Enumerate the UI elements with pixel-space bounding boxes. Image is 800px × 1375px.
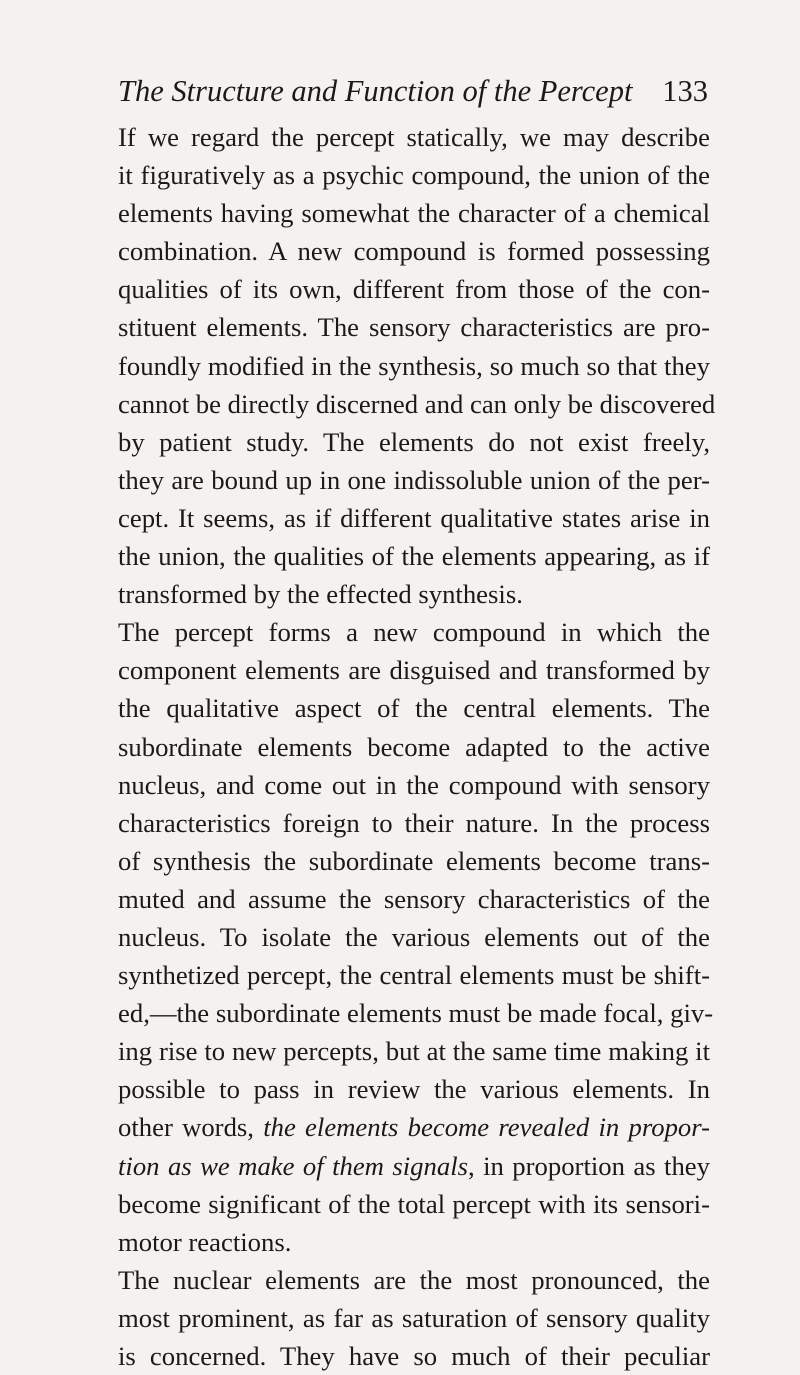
text-segment: the union, the qualities of the elements appearing, as if bbox=[118, 541, 710, 572]
text-segment: it figuratively as a psychic compound, the union of the bbox=[118, 160, 710, 191]
text-segment: The percept forms a new compound in which the bbox=[118, 617, 710, 648]
text-line bbox=[118, 461, 710, 499]
text-line bbox=[118, 385, 716, 423]
text-segment: cept. It seems, as if different qualitative states arise in bbox=[118, 502, 710, 533]
text-segment: by patient study. The elements do not exist freely, bbox=[118, 426, 710, 457]
text-segment: If we regard the percept statically, we may describe bbox=[118, 122, 710, 152]
text-line bbox=[118, 918, 710, 956]
text-segment: nucleus. To isolate the various elements out of the bbox=[118, 921, 710, 952]
text-line bbox=[118, 842, 710, 880]
text-line bbox=[118, 956, 710, 994]
text-line bbox=[118, 347, 710, 385]
text-segment: muted and assume the sensory characteristics of the bbox=[118, 883, 710, 914]
text-line bbox=[118, 613, 710, 651]
text-line bbox=[118, 766, 710, 804]
text-segment: subordinate elements become adapted to the active bbox=[118, 731, 710, 762]
text-line bbox=[118, 689, 710, 727]
page-number: 133 bbox=[662, 74, 708, 108]
text-segment: transformed by the effected synthesis. bbox=[118, 579, 523, 610]
text-line bbox=[118, 1032, 710, 1070]
text-segment: characteristics foreign to their nature. In the process bbox=[118, 807, 710, 838]
text-line bbox=[118, 651, 710, 689]
text-line bbox=[118, 270, 710, 308]
text-line bbox=[118, 1337, 710, 1375]
text-segment: the qualitative aspect of the central elements. The bbox=[118, 693, 710, 724]
text-segment: ing rise to new percepts, but at the same time making it bbox=[118, 1036, 710, 1067]
text-segment: ed,—the subordinate elements must be made focal, giv- bbox=[118, 998, 714, 1029]
text-line bbox=[118, 575, 710, 613]
text-line bbox=[118, 537, 710, 575]
text-segment: elements having somewhat the character of a chemical bbox=[118, 198, 710, 229]
text-segment: qualities of its own, different from those of the con- bbox=[118, 274, 710, 305]
text-line bbox=[118, 728, 710, 766]
text-segment: component elements are disguised and transformed by bbox=[118, 655, 710, 686]
page-header bbox=[0, 66, 800, 116]
text-line bbox=[118, 880, 710, 918]
text-line bbox=[118, 1261, 710, 1299]
text-segment: nucleus, and come out in the compound with sensory bbox=[118, 769, 710, 800]
italic-text: the elements become revealed in propor- bbox=[263, 1112, 710, 1143]
text-segment: foundly modified in the synthesis, so much so that they bbox=[118, 350, 710, 381]
text-segment: is concerned. They have so much of their peculiar bbox=[118, 1341, 710, 1371]
text-segment: , in proportion as they bbox=[468, 1150, 710, 1181]
italic-text: tion as we make of them signals bbox=[118, 1150, 469, 1181]
text-segment: of synthesis the subordinate elements become trans- bbox=[118, 845, 710, 876]
text-line bbox=[118, 156, 710, 194]
running-title: The Structure and Function of the Percept bbox=[118, 74, 633, 108]
text-segment: become significant of the total percept with its sensori- bbox=[118, 1188, 710, 1219]
text-segment: combination. A new compound is formed possessing bbox=[118, 236, 710, 267]
text-line bbox=[118, 423, 710, 461]
text-segment: other words, bbox=[118, 1112, 264, 1143]
text-segment: they are bound up in one indissoluble union of the per- bbox=[118, 464, 710, 495]
text-segment: possible to pass in review the various elements. In bbox=[118, 1074, 710, 1105]
text-segment: motor reactions. bbox=[118, 1226, 292, 1257]
text-segment: synthetized percept, the central elements must be shift- bbox=[118, 960, 710, 991]
text-segment: cannot be directly discerned and can only be discovered bbox=[118, 388, 716, 419]
text-line bbox=[118, 1147, 710, 1185]
text-line bbox=[118, 194, 710, 232]
text-line bbox=[118, 1299, 710, 1337]
text-line bbox=[118, 804, 710, 842]
text-line bbox=[118, 499, 710, 537]
body-text bbox=[118, 118, 716, 1375]
text-line bbox=[118, 118, 710, 156]
text-segment: most prominent, as far as saturation of sensory quality bbox=[118, 1302, 710, 1333]
text-segment: stituent elements. The sensory characteristics are pro- bbox=[118, 312, 710, 343]
text-line bbox=[118, 1185, 710, 1223]
text-line bbox=[118, 1108, 710, 1146]
text-line bbox=[118, 1223, 710, 1261]
text-segment: The nuclear elements are the most pronounced, the bbox=[118, 1264, 710, 1295]
text-line bbox=[118, 1070, 710, 1108]
text-line bbox=[118, 232, 710, 270]
text-line bbox=[118, 994, 714, 1032]
text-line bbox=[118, 308, 710, 346]
